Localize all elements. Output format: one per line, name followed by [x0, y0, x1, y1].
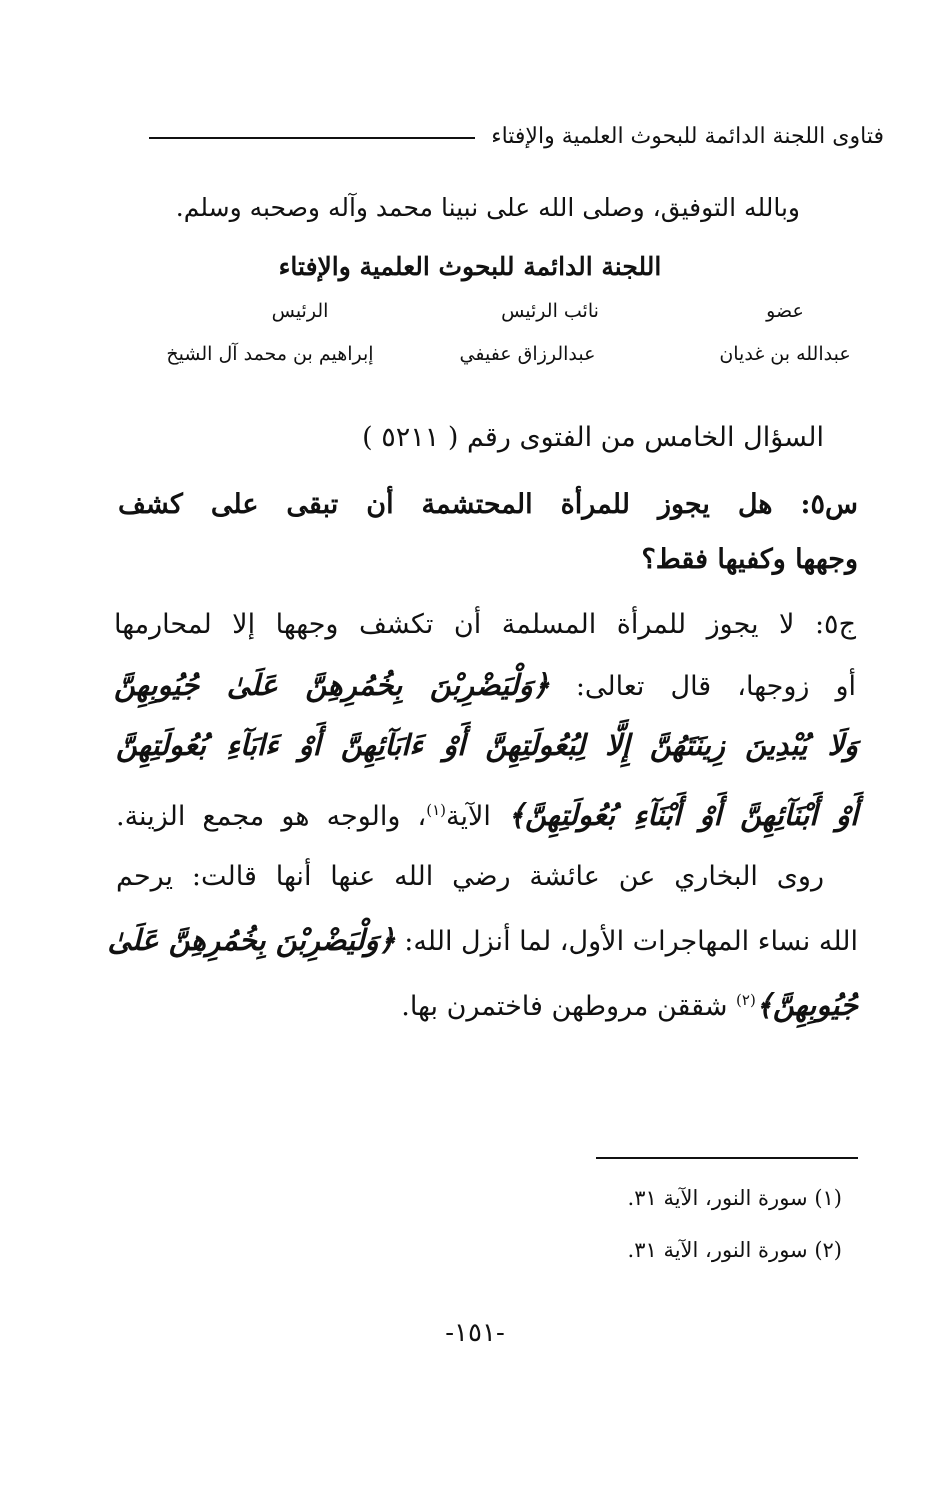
footnote-1: (١) سورة النور، الآية ٣١.: [627, 1186, 842, 1210]
title-member: عضو: [766, 300, 804, 322]
page-number: -١٥١-: [445, 1318, 505, 1348]
quran-verse-line: وَلَا يُبْدِينَ زِينَتَهُنَّ إِلَّا لِبُعُولَتِهِنَّ أَوْ ءَابَآئِهِنَّ أَوْ ءَابَآءِ بُعُولَتِهِنَّ: [116, 728, 858, 762]
running-title: فتاوى اللجنة الدائمة للبحوث العلمية والإفتاء: [491, 123, 884, 149]
answer-text: الآية: [446, 801, 491, 832]
answer-line-5: روى البخاري عن عائشة رضي الله عنها أنها قالت: يرحم: [116, 861, 824, 892]
footnote-2: (٢) سورة النور، الآية ٣١.: [627, 1238, 842, 1262]
signatory-titles: [130, 300, 820, 334]
answer-line-2: [114, 665, 856, 707]
quran-verse: جُيُوبِهِنَّ﴾: [755, 988, 858, 1022]
quran-verse: ﴿وَلْيَضْرِبْنَ بِخُمُرِهِنَّ عَلَىٰ جُيُوبِهِنَّ: [114, 668, 550, 702]
question-line-1: س٥: هل يجوز للمرأة المحتشمة أن تبقى على كشف: [118, 489, 858, 520]
answer-text: ، والوجه هو مجمع الزينة.: [116, 801, 427, 832]
quran-verse: أَوْ أَبْنَآئِهِنَّ أَوْ أَبْنَآءِ بُعُولَتِهِنَّ﴾: [507, 798, 858, 832]
answer-text: شققن مروطهن فاختمرن بها.: [401, 991, 728, 1022]
answer-line-1: ج٥: لا يجوز للمرأة المسلمة أن تكشف وجهها إلا لمحارمها: [114, 609, 856, 640]
question-line-2: وجهها وكفيها فقط؟: [641, 544, 858, 575]
answer-line-4: [116, 790, 858, 837]
title-vice-chair: نائب الرئيس: [501, 300, 599, 322]
committee-name: اللجنة الدائمة للبحوث العلمية والإفتاء: [278, 252, 662, 281]
name-member: عبدالله بن غديان: [719, 343, 851, 365]
name-chair: إبراهيم بن محمد آل الشيخ: [166, 343, 374, 365]
footnote-marker-2: (٢): [736, 991, 756, 1009]
header-rule: [149, 137, 475, 139]
quran-verse: ﴿وَلْيَضْرِبْنَ بِخُمُرِهِنَّ عَلَىٰ: [107, 923, 396, 957]
signatory-names: [130, 343, 851, 377]
answer-text: أو زوجها، قال تعالى:: [575, 671, 856, 702]
running-header: [149, 118, 884, 154]
answer-line-6: [107, 920, 858, 962]
closing-line: وبالله التوفيق، وصلى الله على نبينا محمد وآله وصحبه وسلم.: [175, 193, 800, 222]
question-reference: السؤال الخامس من الفتوى رقم ( ٥٢١١ ): [362, 422, 824, 453]
title-chair: الرئيس: [271, 300, 329, 322]
name-vice-chair: عبدالرزاق عفيفي: [459, 343, 596, 365]
footnote-rule: [596, 1157, 858, 1159]
answer-text: الله نساء المهاجرات الأول، لما أنزل الله:: [404, 926, 858, 957]
footnote-marker-1: (١): [426, 801, 446, 819]
answer-line-7: [158, 980, 858, 1027]
